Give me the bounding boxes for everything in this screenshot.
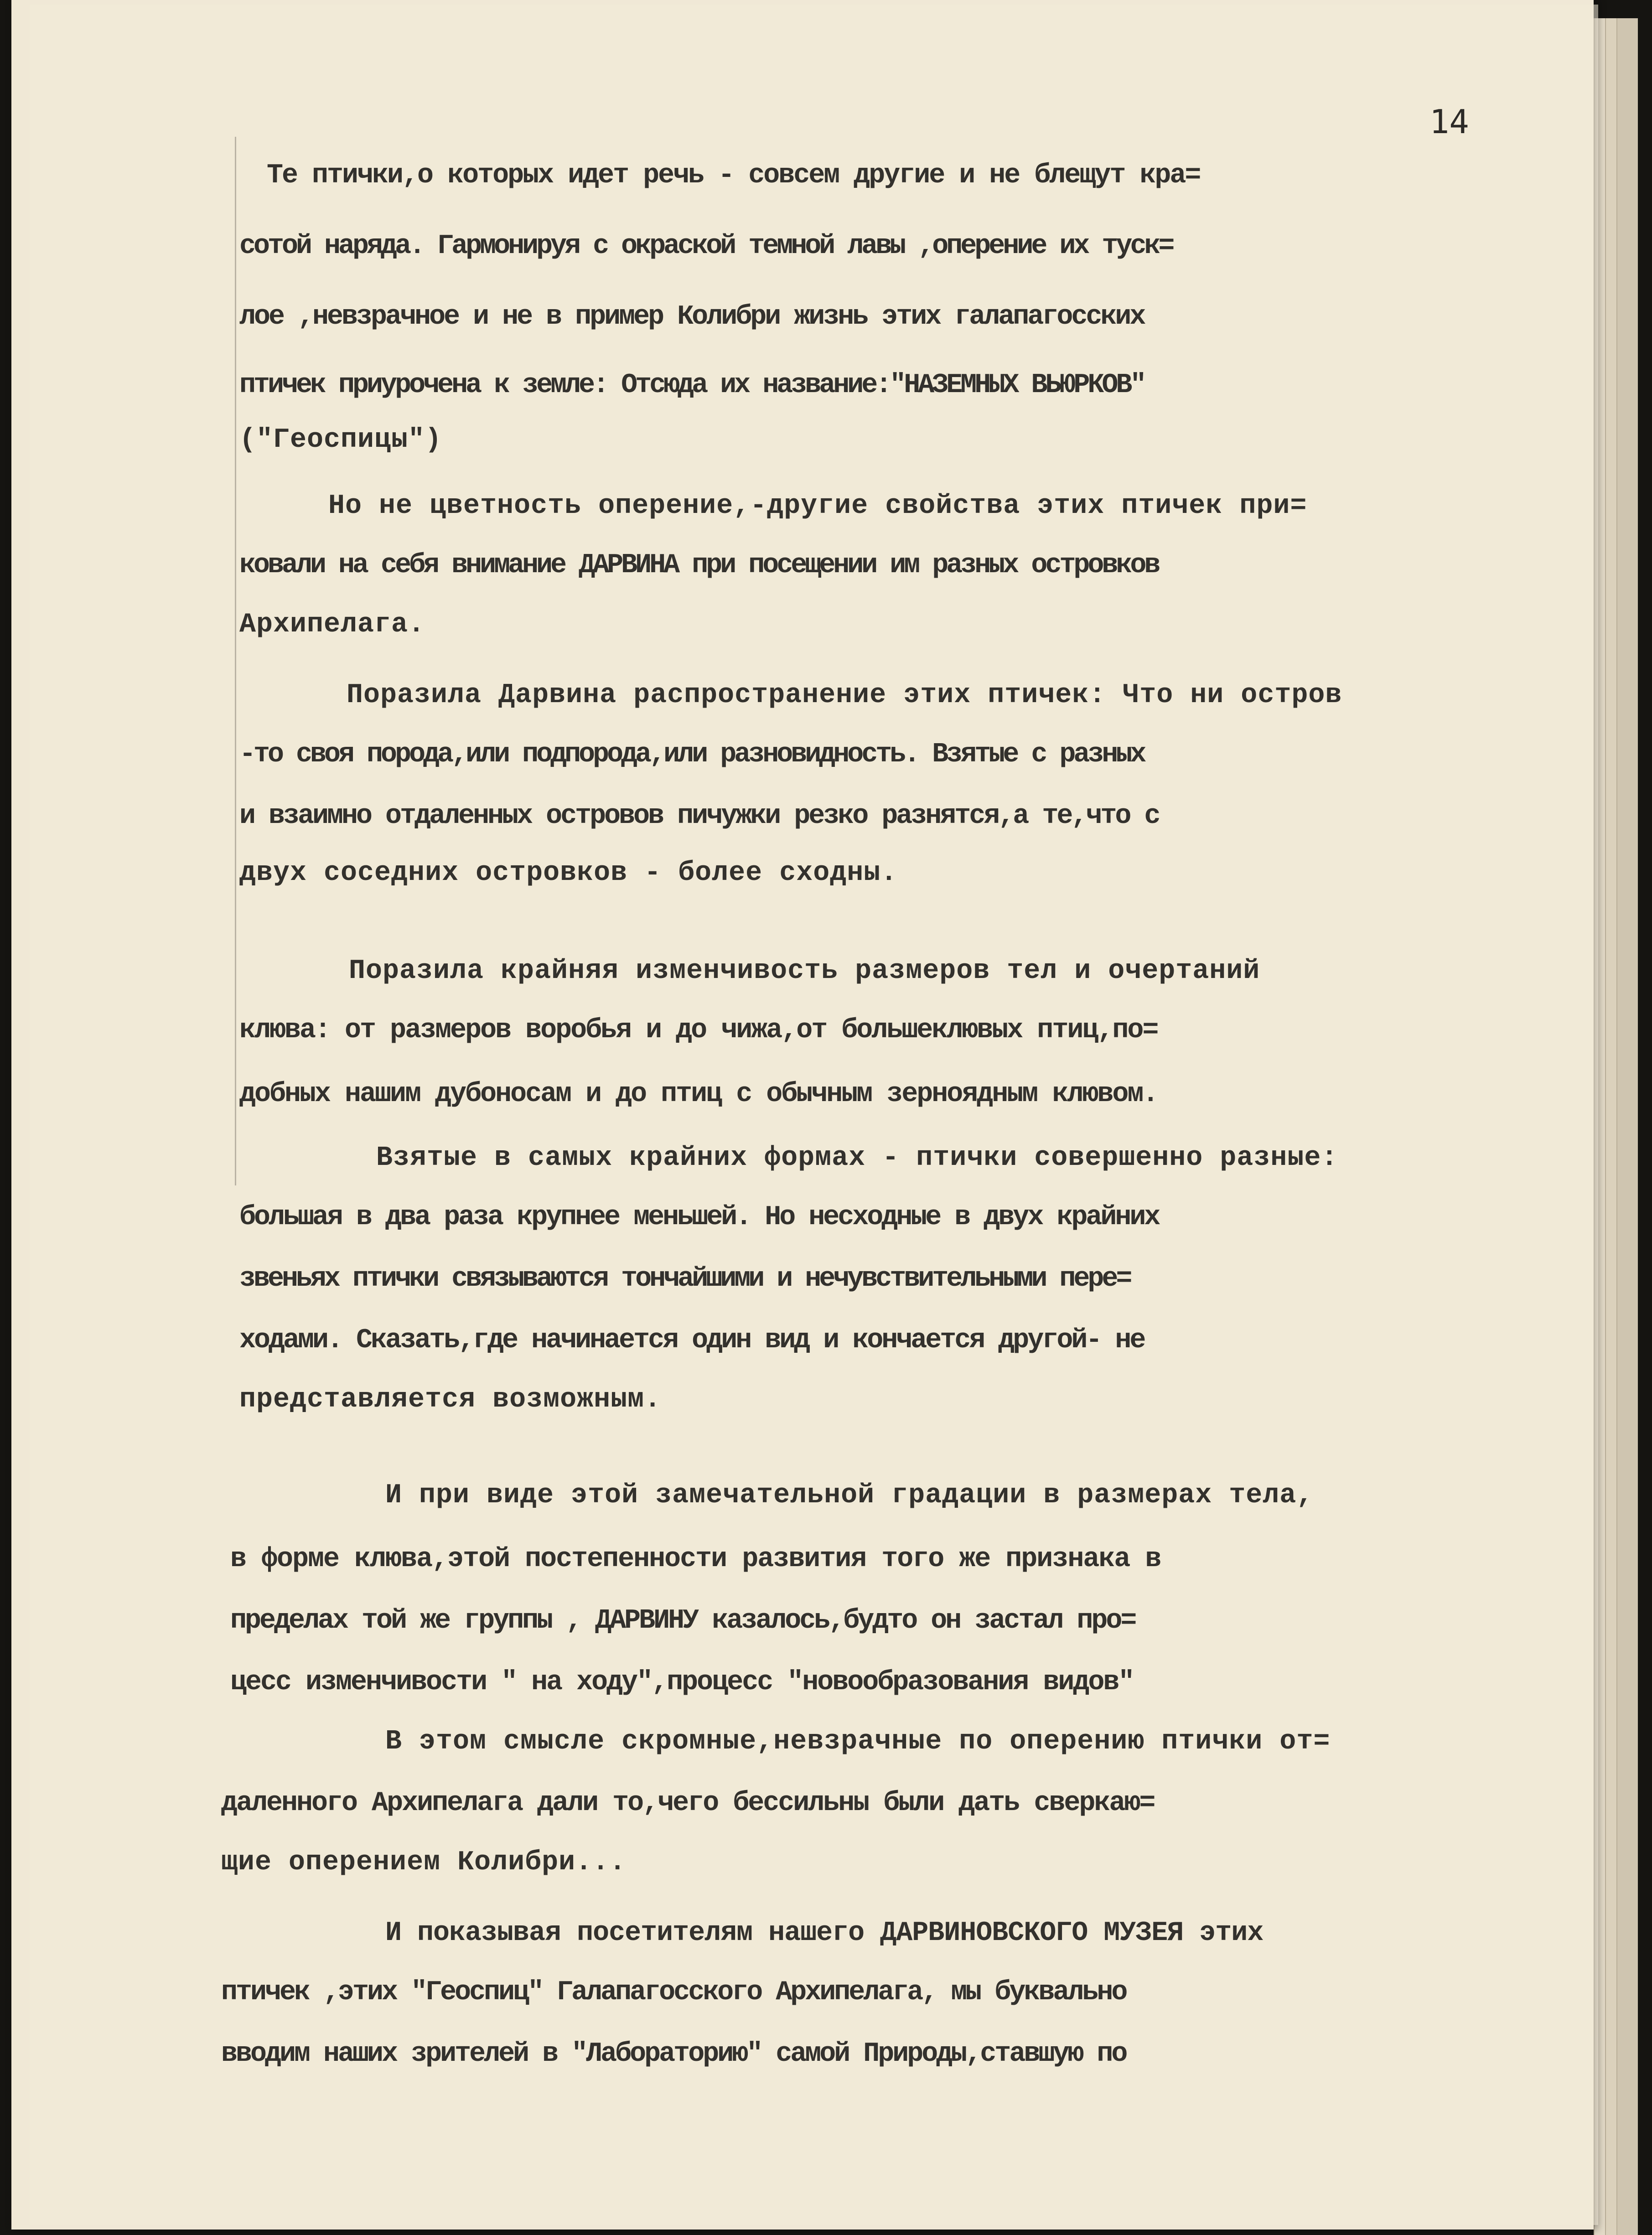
margin-line	[235, 137, 236, 1185]
text-line: ходами. Сказать,где начинается один вид и кончается другой- не	[239, 1325, 1144, 1356]
text-line: И показывая посетителям нашего ДАРВИНОВСКОГО МУЗЕЯ этих	[385, 1918, 1264, 1949]
text-line: добных нашим дубоносам и до птиц с обычным зерноядным клювом.	[239, 1079, 1158, 1110]
text-line: звеньях птички связываются тончайшими и нечувствительными пере=	[239, 1263, 1130, 1294]
text-line: Взятые в самых крайних формах - птички совершенно разные:	[376, 1143, 1338, 1174]
text-line: птичек ,этих "Геоспиц" Галапагосского Архипелага, мы буквально	[221, 1977, 1126, 2008]
page-stack-edge	[1616, 18, 1638, 2235]
text-line: вводим наших зрителей в "Лабораторию" самой Природы,ставшую по	[221, 2038, 1126, 2069]
text-line: и взаимно отдаленных островов пичужки резко разнятся,а те,что с	[239, 801, 1159, 832]
text-line: щие оперением Колибри...	[221, 1847, 627, 1878]
text-line: представляется возможным.	[239, 1384, 662, 1415]
text-line: В этом смысле скромные,невзрачные по оперению птички от=	[385, 1726, 1331, 1757]
text-line: цесс изменчивости " на ходу",процесс "новообразования видов"	[230, 1667, 1134, 1698]
text-line: Поразила Дарвина распространение этих птичек: Что ни остров	[347, 680, 1342, 711]
text-line: Архипелага.	[239, 609, 425, 640]
text-line: Те птички,о которых идет речь - совсем другие и не блещут кра=	[267, 160, 1200, 191]
text-line: сотой наряда. Гармонируя с окраской темной лавы ,оперение их туск=	[239, 231, 1173, 262]
text-line: ("Геоспицы")	[239, 424, 442, 455]
text-line: в форме клюва,этой постепенности развития того же признака в	[230, 1544, 1161, 1575]
text-line: Поразила крайняя изменчивость размеров тел и очертаний	[349, 956, 1260, 987]
text-line: клюва: от размеров воробья и до чижа,от большеклювых птиц,по=	[239, 1015, 1158, 1046]
text-line: двух соседних островков - более сходны.	[239, 858, 898, 889]
text-line: Но не цветность оперение,-другие свойства этих птичек при=	[328, 491, 1307, 522]
text-line: большая в два раза крупнее меньшей. Но несходные в двух крайних	[239, 1202, 1159, 1233]
text-line: птичек приурочена к земле: Отсюда их название:"НАЗЕМНЫХ ВЬЮРКОВ"	[239, 370, 1144, 401]
text-line: ковали на себя внимание ДАРВИНА при посещении им разных островков	[239, 550, 1159, 581]
text-line: даленного Архипелага дали то,чего бессильны были дать сверкаю=	[221, 1788, 1155, 1819]
text-line: И при виде этой замечательной градации в размерах тела,	[385, 1480, 1314, 1511]
page-number: 14	[1429, 103, 1469, 141]
text-line: лое ,невзрачное и не в пример Колибри жизнь этих галапагосских	[239, 301, 1144, 332]
text-line: пределах той же группы , ДАРВИНУ казалось,будто он застал про=	[230, 1605, 1135, 1636]
typewritten-page	[11, 0, 1594, 2230]
text-line: -то своя порода,или подпорода,или разновидность. Взятые с разных	[239, 739, 1144, 770]
paper-texture	[30, 5, 1598, 2225]
